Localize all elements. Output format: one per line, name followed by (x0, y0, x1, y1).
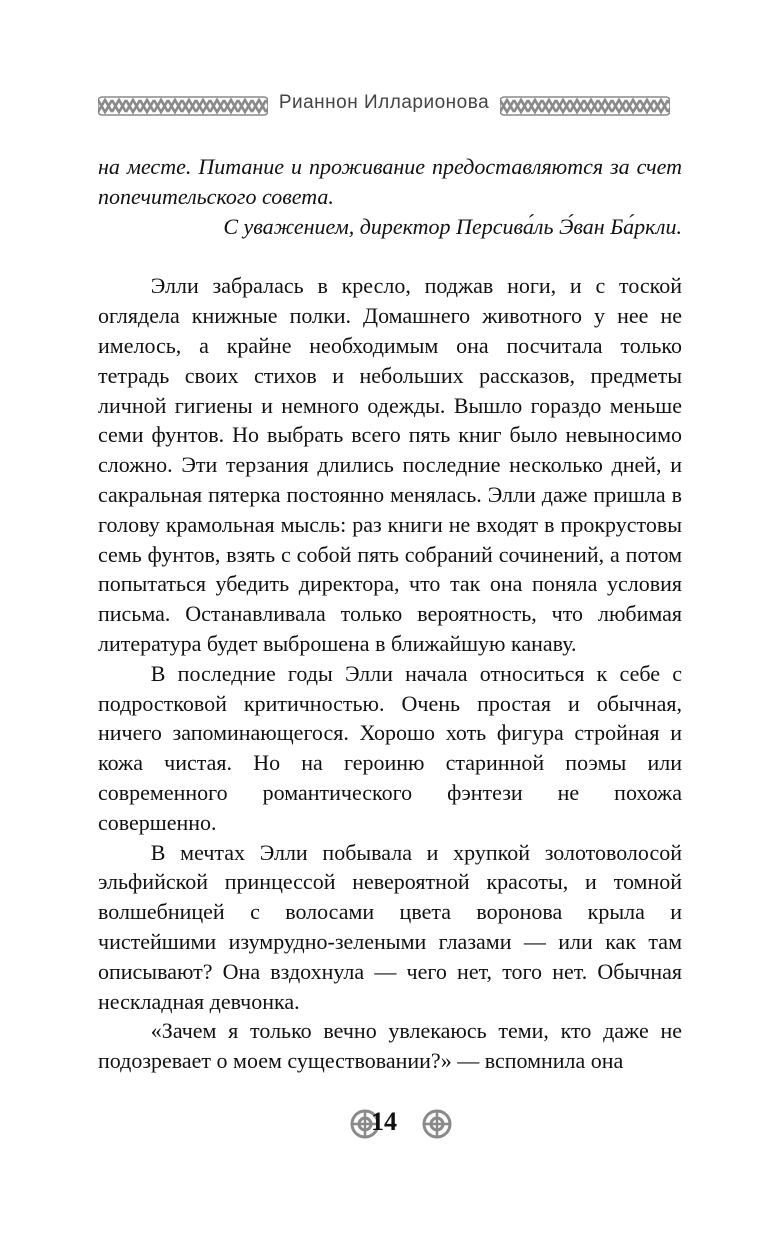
paragraph: В последние годы Элли начала относиться к себе с подростковой критичностью. Очень простая и обычная, ничего запоминающегося. Хорошо хоть фигура стройная и кожа чистая. Но на героиню старинной поэмы или современного романтического фэнтези не похожа совершенно. (98, 660, 682, 835)
running-header (98, 86, 670, 126)
celtic-knot-right-icon (420, 1107, 454, 1141)
paragraph: Элли забралась в кресло, поджав ноги, и с тоской оглядела книжные полки. Домашнего животного у нее не имелось, а крайне необходимым она посчитала только тетрадь своих стихов и небольших рассказов, предметы личной гигиены и немного одежды. Вышло гораздо меньше семи фунтов. Но выбрать всего пять книг было невыносимо сложно. Эти терзания длились последние несколько дней, и сакральная пятерка постоянно менялась. Элли даже пришла в голову крамольная мысль: раз книги не входят в прокрустовы семь фунтов, взять с собой пять собраний сочинений, а потом попытаться убедить директора, что так она поняла условия письма. Останавливала только вероятность, что любимая литература будет выброшена в ближайшую канаву. (98, 273, 682, 656)
paragraph: В мечтах Элли побывала и хрупкой золотоволосой эльфийской принцессой невероятной красоты, и томной волшебницей с волосами цвета воронова крыла и чистейшими изумрудно-зелеными глазами — или как там описывают? Она вздохнула — чего нет, того нет. Обычная нескладная девчонка. (98, 839, 682, 1014)
author-name: Рианнон Илларионова (278, 92, 490, 113)
paragraph: «Зачем я только вечно увлекаюсь теми, кто даже не подозревает о моем существовании?» — вспомнила она (98, 1018, 682, 1074)
section-gap (98, 241, 682, 271)
letter-signature: С уважением, директор Персива́ль Э́ван Ба́ркли. (223, 213, 682, 239)
page-number: 14 (371, 1107, 397, 1136)
letter-excerpt: на месте. Питание и проживание предоставляются за счет попечительского совета. (98, 154, 682, 209)
page-body (98, 152, 682, 1076)
page-footer (0, 1103, 768, 1147)
knot-ornament-right-icon (500, 96, 670, 116)
